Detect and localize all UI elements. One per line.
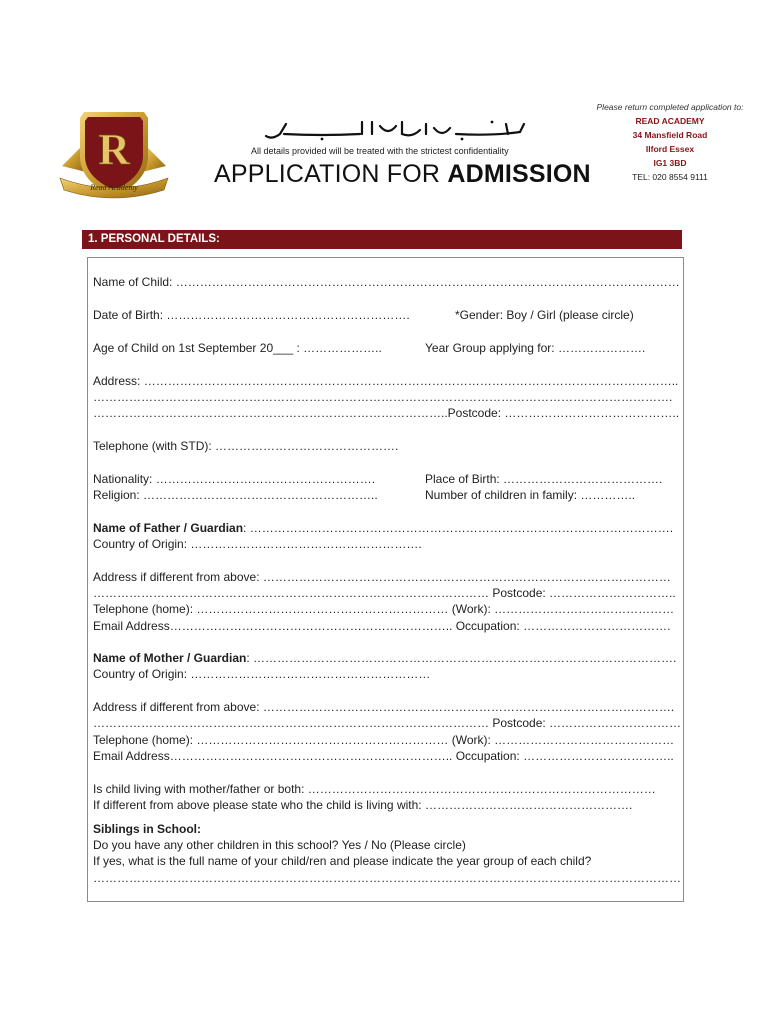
mother-label: Name of Mother / Guardian bbox=[93, 651, 247, 665]
number-of-children-field[interactable]: Number of children in family: ………….. bbox=[425, 488, 636, 502]
mother-address-line-2[interactable]: ……………………………………………………………………………………… Postcode: …………………………… bbox=[93, 716, 682, 730]
address-line-2[interactable]: ………………………………………………………………………………………………………………………………. bbox=[93, 390, 673, 404]
confidentiality-note: All details provided will be treated with the strictest confidentiality bbox=[251, 146, 509, 156]
return-address bbox=[580, 100, 760, 184]
return-note: Please return completed application to: bbox=[596, 102, 744, 112]
return-telephone: TEL: 020 8554 9111 bbox=[632, 172, 708, 182]
nationality-field[interactable]: Nationality: ………………………………………………. bbox=[93, 472, 376, 486]
mother-address-line-1[interactable]: Address if different from above: …………………………………………………………………………………………. bbox=[93, 700, 675, 714]
svg-text:R: R bbox=[98, 125, 130, 174]
address-line-3-postcode[interactable]: ……………………………………………………………………………..Postcode: …………………………………….. bbox=[93, 406, 680, 420]
living-with-field[interactable]: Is child living with mother/father or both: …………………………………………………………………………… bbox=[93, 782, 656, 796]
return-name: READ ACADEMY bbox=[635, 116, 705, 126]
father-label: Name of Father / Guardian bbox=[93, 521, 244, 535]
date-of-birth-field[interactable]: Date of Birth: ……………………………………………………. bbox=[93, 308, 410, 322]
mother-email-field[interactable]: Email Address…………………………………………………………….. Occupation: ……………………………….. bbox=[93, 749, 674, 763]
address-line-1[interactable]: Address: …………………………………………………………………………………………………………………….. bbox=[93, 374, 679, 388]
father-telephone-field[interactable]: Telephone (home): ……………………………………………………… (Work): ……………………………………… bbox=[93, 602, 675, 616]
page-title bbox=[214, 160, 591, 189]
academy-crest-logo bbox=[52, 106, 176, 202]
gender-field[interactable]: *Gender: Boy / Girl (please circle) bbox=[455, 308, 634, 322]
mother-telephone-field[interactable]: Telephone (home): ……………………………………………………… (Work): ……………………………………… bbox=[93, 733, 675, 747]
telephone-field[interactable]: Telephone (with STD): ………………………………………. bbox=[93, 439, 399, 453]
mother-name-dots: : ……………………………………………………………………………………………. bbox=[246, 651, 677, 665]
crest-ribbon-text: Read Academy bbox=[90, 183, 138, 192]
return-street: 34 Mansfield Road bbox=[632, 130, 708, 140]
mother-country-field[interactable]: Country of Origin: …………………………………………………… bbox=[93, 667, 431, 681]
father-email-field[interactable]: Email Address…………………………………………………………….. Occupation: ………………………………. bbox=[93, 619, 671, 633]
name-of-child-field[interactable]: Name of Child: ……………………………………………………………………………………………………………… bbox=[93, 275, 680, 289]
year-group-field[interactable]: Year Group applying for: …………………. bbox=[425, 341, 646, 355]
siblings-heading: Siblings in School: bbox=[93, 822, 201, 836]
father-country-field[interactable]: Country of Origin: …………………………………………………. bbox=[93, 537, 422, 551]
father-name-dots: : ……………………………………………………………………………………………. bbox=[243, 521, 674, 535]
return-town: Ilford Essex bbox=[645, 144, 695, 154]
place-of-birth-field[interactable]: Place of Birth: …………………………………. bbox=[425, 472, 663, 486]
father-name-field[interactable] bbox=[93, 521, 673, 535]
religion-field[interactable]: Religion: ………………………………………………….. bbox=[93, 488, 378, 502]
bismillah-calligraphy bbox=[262, 118, 532, 142]
living-with-other-field[interactable]: If different from above please state who the child is living with: ……………………………………………. bbox=[93, 798, 633, 812]
title-bold: ADMISSION bbox=[447, 160, 591, 188]
siblings-question-2: If yes, what is the full name of your child/ren and please indicate the year group of each child? bbox=[93, 854, 592, 868]
age-of-child-field[interactable]: Age of Child on 1st September 20___ : ……………….. bbox=[93, 341, 382, 355]
title-regular: APPLICATION FOR bbox=[214, 160, 448, 188]
father-address-line-2[interactable]: ……………………………………………………………………………………… Postcode: ………………………….. bbox=[93, 586, 676, 600]
father-address-line-1[interactable]: Address if different from above: ………………………………………………………………………………………… bbox=[93, 570, 671, 584]
section-heading-personal-details: 1. PERSONAL DETAILS: bbox=[82, 230, 682, 249]
return-postcode: IG1 3BD bbox=[653, 158, 687, 168]
mother-name-field[interactable] bbox=[93, 651, 676, 665]
siblings-question-1[interactable]: Do you have any other children in this school? Yes / No (Please circle) bbox=[93, 838, 466, 852]
siblings-answer-line[interactable]: ………………………………………………………………………………………………………………………………… bbox=[93, 871, 681, 885]
